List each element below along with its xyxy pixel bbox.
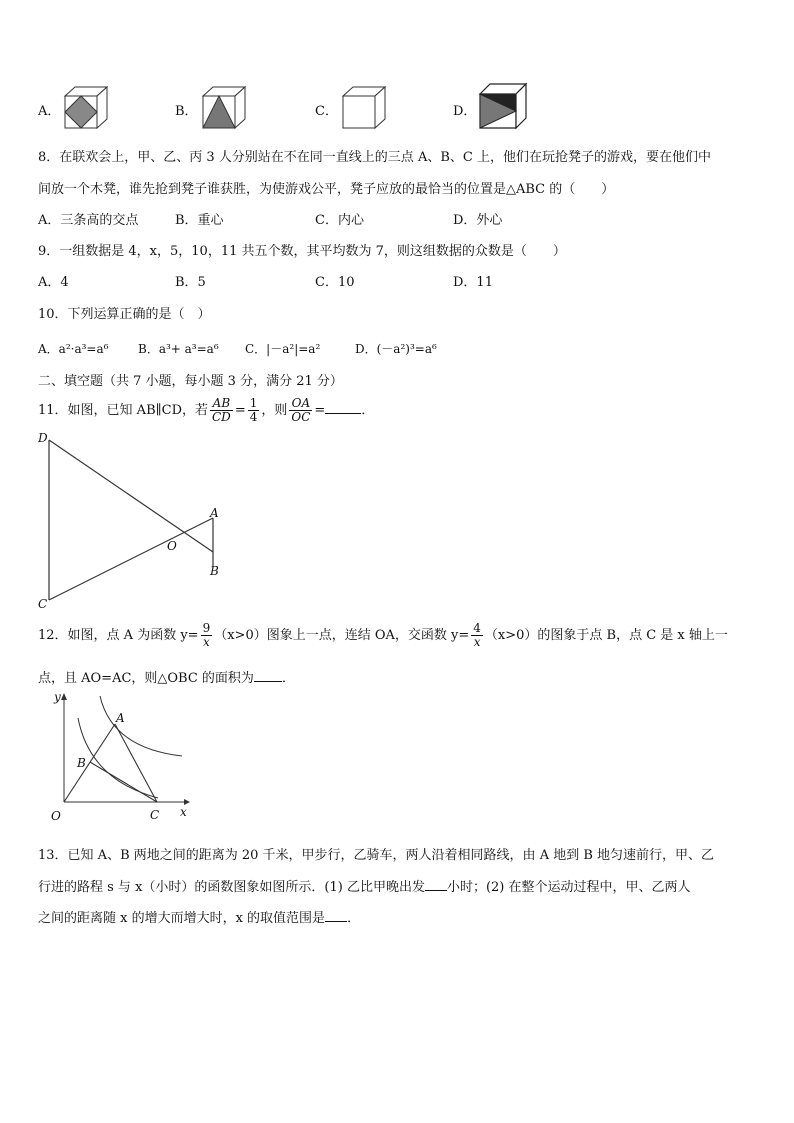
- q12-label-o: O: [51, 809, 61, 823]
- q7-option-b-cube: [198, 84, 248, 132]
- q12-label-c: C: [150, 808, 160, 822]
- q12-figure: [34, 688, 199, 828]
- q11-figure: [30, 428, 230, 613]
- q11-label-o: O: [167, 539, 177, 553]
- q12-label-y: y: [54, 690, 61, 704]
- q10-option-b: B．a³+ a³=a⁶: [138, 342, 219, 356]
- q9-option-d: D．11: [453, 275, 493, 290]
- q10-option-c: C．|－a²|=a²: [245, 342, 321, 356]
- q8-option-b: B．重心: [175, 213, 224, 228]
- q11-label-b: B: [210, 564, 219, 578]
- q11-fraction-oa-oc: $\frac{OA}{OC}$: [291, 396, 311, 424]
- q8-text-line2: 间放一个木凳，谁先抢到凳子谁获胜，为使游戏公平，凳子应放的最恰当的位置是△ABC 的（ ）: [38, 182, 615, 197]
- q11-label-a: A: [210, 506, 219, 520]
- q11-fraction-ab-cd: $\frac{AB}{CD}$: [212, 396, 231, 424]
- q10-option-d: D．(－a²)³=a⁶: [355, 342, 437, 356]
- section-header-fill-in: 二、填空题（共 7 小题，每小题 3 分，满分 21 分）: [38, 374, 343, 389]
- q11-fraction-one-quarter: $\frac{1}{4}$: [249, 396, 258, 424]
- q12-text-line1: 12．如图，点 A 为函数 y= $\frac{9}{x}$ （x>0）图象上一点，连结 OA，交函数 y= $\frac{4}{x}$ （x>0）的图象于点 B，点 C 是 x 轴上一: [38, 621, 728, 649]
- q7-option-d-cube: [476, 80, 532, 132]
- q12-label-a: A: [116, 711, 125, 725]
- q8-text-line1: 8．在联欢会上，甲、乙、丙 3 人分别站在不在同一直线上的三点 A、B、C 上，他们在玩抢凳子的游戏，要在他们中: [38, 150, 711, 165]
- q9-option-a: A．4: [38, 275, 69, 290]
- q13-answer-blank-1[interactable]: [425, 878, 447, 891]
- q12-answer-blank[interactable]: [254, 669, 282, 682]
- q7-option-a-cube: [60, 84, 110, 132]
- q7-option-c-cube: [338, 84, 388, 132]
- q9-text: 9．一组数据是 4，x，5，10，11 共五个数，其平均数为 7，则这组数据的众数是（ ）: [38, 244, 566, 259]
- q11-label-c: C: [38, 597, 48, 611]
- q12-fraction-4-over-x: $\frac{4}{x}$: [473, 621, 481, 649]
- q13-text-line1: 13．已知 A、B 两地之间的距离为 20 千米，甲步行，乙骑车，两人沿着相同路线，由 A 地到 B 地匀速前行，甲、乙: [38, 848, 715, 863]
- q13-text-line3: 之间的距离随 x 的增大而增大时，x 的取值范围是 ．: [38, 911, 361, 926]
- q12-label-x: x: [180, 805, 187, 819]
- q12-label-b: B: [77, 756, 86, 770]
- q13-text-line2: 行进的路程 s 与 x（小时）的函数图象如图所示．(1) 乙比甲晚出发 小时；(2) 在整个运动过程中，甲、乙两人: [38, 880, 691, 895]
- q8-option-d: D．外心: [453, 213, 503, 228]
- q9-option-b: B．5: [175, 275, 206, 290]
- q12-text-line2: 点，且 AO=AC，则△OBC 的面积为 ．: [38, 671, 295, 686]
- q13-answer-blank-2[interactable]: [325, 909, 347, 922]
- q8-option-c: C．内心: [315, 213, 364, 228]
- q7-option-a-label: A．: [38, 104, 61, 119]
- q7-option-c-label: C．: [315, 104, 338, 119]
- q7-option-b-label: B．: [175, 104, 198, 119]
- q11-label-d: D: [38, 431, 48, 445]
- q10-option-a: A．a²·a³=a⁶: [38, 342, 109, 356]
- q10-text: 10．下列运算正确的是（ ）: [38, 307, 211, 322]
- q8-option-a: A．三条高的交点: [38, 213, 139, 228]
- q12-fraction-9-over-x: $\frac{9}{x}$: [202, 621, 211, 649]
- q11-answer-blank[interactable]: [325, 401, 361, 414]
- q11-text: 11．如图，已知 AB∥CD，若 $\frac{AB}{CD}$ = $\frac{1}{4}$ ，则 $\frac{OA}{OC}$ = ．: [38, 396, 375, 424]
- q9-option-c: C．10: [315, 275, 355, 290]
- q11-prefix: 11．如图，已知 AB∥CD，若: [38, 403, 208, 418]
- q7-option-d-label: D．: [453, 104, 477, 119]
